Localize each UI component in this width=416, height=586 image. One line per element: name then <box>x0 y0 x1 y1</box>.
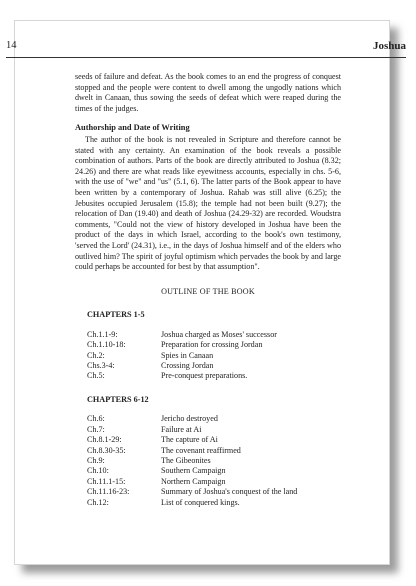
outline-row <box>87 435 341 445</box>
page-body <box>75 72 341 508</box>
outline-row <box>87 361 341 371</box>
section-heading: Authorship and Date of Writing <box>75 123 190 133</box>
outline-desc: The capture of Ai <box>161 435 218 445</box>
outline-desc: Pre-conquest preparations. <box>161 371 248 381</box>
outline-desc: Failure at Ai <box>161 424 202 434</box>
outline-desc: Southern Campaign <box>161 466 226 476</box>
running-title: Joshua <box>372 40 406 52</box>
outline-title: OUTLINE OF THE BOOK <box>161 286 255 296</box>
authorship-paragraph: The author of the book is not revealed in Scripture and therefore cannot be stated with any certainty. An examination of the book reveals a possible combination of authors. Parts of the book are directly attributed to Joshua (8.32; 24.26) and there are what reads like eyewitness accounts, especially in chs. 5-6, with the use of "we" and "us" (5.1, 6). The latter parts of the Book appear to have been written by a contemporary of Joshua. Rahab was still alive (6.25); the Jebusites occupied Jerusalem (15.8); the temple had not been built (9.27); the relocation of Dan (19.40) and death of Joshua (24.29-32) are recorded. Woudstra comments, "Could not the view of history developed in Joshua have been the product of the days in which Israel, according to the book's own testimony, 'served the Lord' (24.31), i.e., in the days of Joshua himself and of the elders who outlived him? The spirit of joyful optimism which pervades the book by and large could perhaps be accounted for best by that assumption". <box>75 134 341 272</box>
outline-row <box>87 340 341 350</box>
outline-ref: Ch.2: <box>87 350 105 360</box>
outline-row <box>87 466 341 476</box>
outline-ref: Ch.1.10-18: <box>87 340 126 350</box>
outline-desc: The covenant reaffirmed <box>161 445 241 455</box>
outline-ref: Ch.11.1-15: <box>87 476 126 486</box>
outline-desc: Northern Campaign <box>161 476 226 486</box>
outline-ref: Ch.5: <box>87 371 105 381</box>
outline-ref: Ch.10: <box>87 466 109 476</box>
outline-row <box>87 446 341 456</box>
outline-row <box>87 371 341 381</box>
outline-row <box>87 477 341 487</box>
page-number: 14 <box>6 40 17 51</box>
chapters-heading: CHAPTERS 1-5 <box>87 310 145 320</box>
outline-ref: Ch.11.16-23: <box>87 487 130 497</box>
outline-ref: Ch.12: <box>87 497 109 507</box>
outline-row <box>87 330 341 340</box>
outline-desc: Crossing Jordan <box>161 361 214 371</box>
chapters-heading: CHAPTERS 6-12 <box>87 394 149 404</box>
outline-desc: The Gibeonites <box>161 455 211 465</box>
outline-desc: List of conquered kings. <box>161 497 240 507</box>
outline-desc: Preparation for crossing Jordan <box>161 340 263 350</box>
outline-desc: Summary of Joshua's conquest of the land <box>161 487 298 497</box>
intro-paragraph: seeds of failure and defeat. As the book comes to an end the progress of conquest stopped and the people were content to dwell among the ungodly nations which dwelt in Canaan, thus sowing the seeds of defeat which were reaped during the times of the judges. <box>75 72 341 113</box>
outline-desc: Jericho destroyed <box>161 414 218 424</box>
outline-desc: Joshua charged as Moses' successor <box>161 329 277 339</box>
outline-row <box>87 487 341 497</box>
outline-ref: Ch.8.1-29: <box>87 435 122 445</box>
outline-row <box>87 414 341 424</box>
outline-row <box>87 456 341 466</box>
outline-ref: Ch.1.1-9: <box>87 329 118 339</box>
outline-row <box>87 425 341 435</box>
outline-row <box>87 498 341 508</box>
outline-ref: Ch.7: <box>87 424 105 434</box>
outline-ref: Chs.3-4: <box>87 361 115 371</box>
outline-ref: Ch.6: <box>87 414 105 424</box>
outline-desc: Spies in Canaan <box>161 350 214 360</box>
outline-row <box>87 351 341 361</box>
outline-ref: Ch.9: <box>87 455 105 465</box>
header-rule <box>6 57 406 58</box>
outline-ref: Ch.8.30-35: <box>87 445 126 455</box>
running-header <box>6 40 406 56</box>
